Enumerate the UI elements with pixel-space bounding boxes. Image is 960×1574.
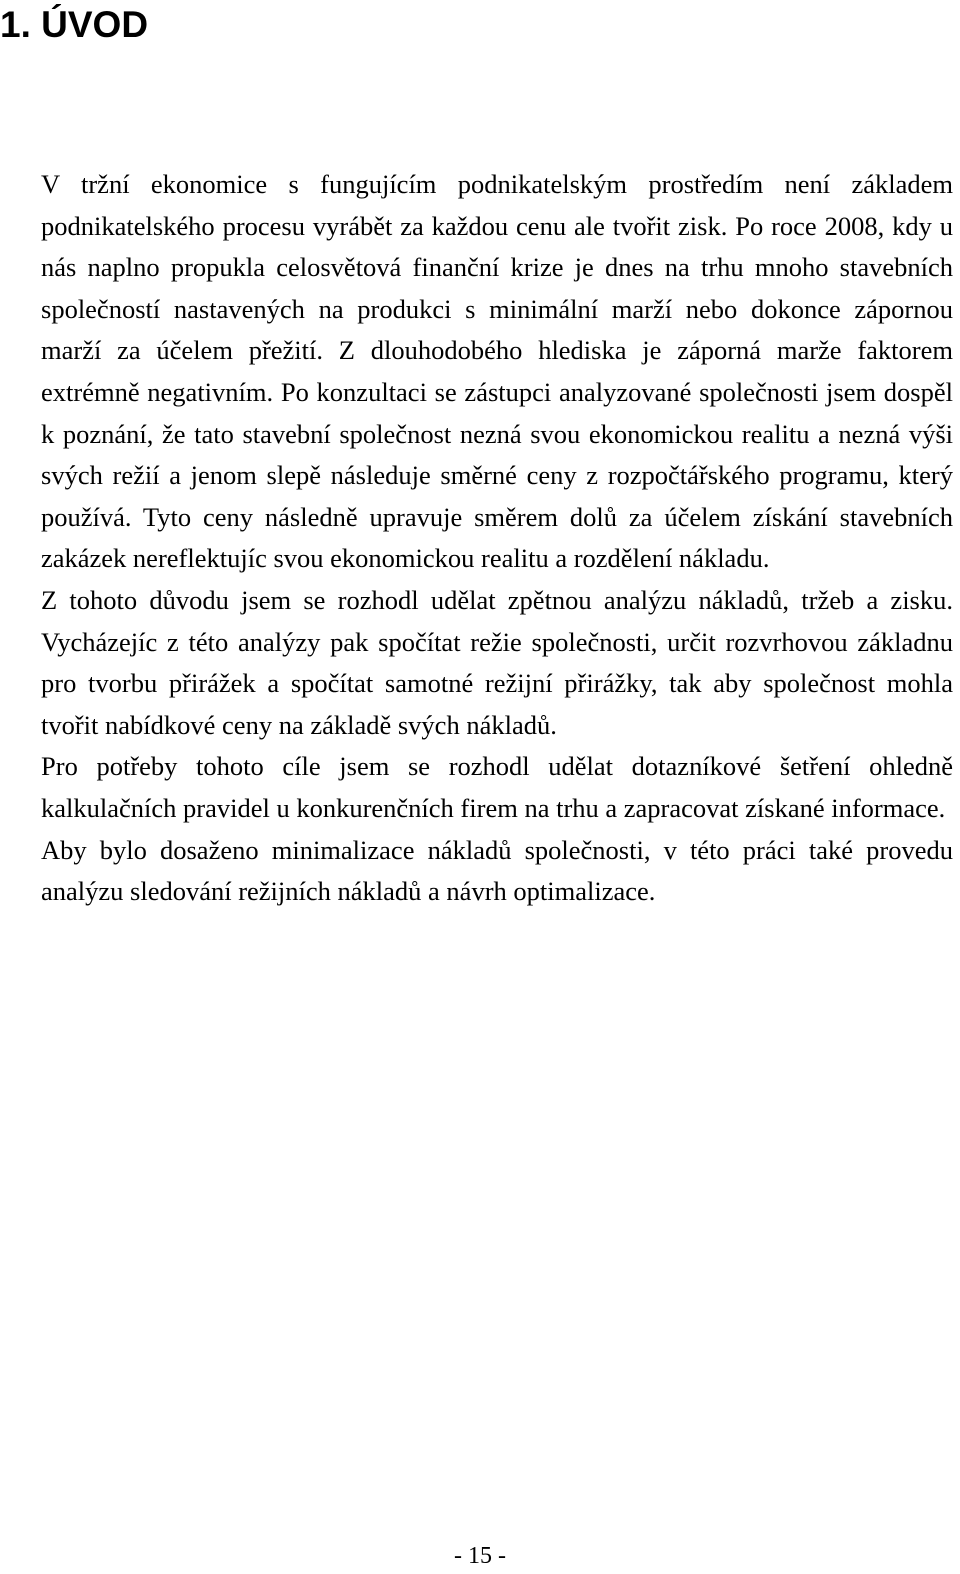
paragraph-optimization: Aby bylo dosaženo minimalizace nákladů společnosti, v této práci také provedu analýzu sledování režijních nákladů a návrh optimalizace. xyxy=(41,834,953,907)
body-text xyxy=(41,164,953,913)
chapter-heading: 1. ÚVOD xyxy=(0,4,149,45)
paragraph-intro: V tržní ekonomice s fungujícím podnikatelským prostředím není základem podnikatelského procesu vyrábět za každou cenu ale tvořit zisk. Po roce 2008, kdy u nás naplno propukla celosvětová finanční krize je dnes na trhu mnoho stavebních společností nastavených na produkci s minimální marží nebo dokonce zápornou marží za účelem přežití. Z dlouhodobého hlediska je záporná marže faktorem extrémně negativním. Po konzultaci se zástupci analyzované společnosti jsem dospěl k poznání, že tato stavební společnost nezná svou ekonomickou realitu a nezná výši svých režií a jenom slepě následuje směrné ceny z rozpočtářského programu, který používá. Tyto ceny následně upravuje směrem dolů za účelem získání stavebních zakázek nereflektujíc svou ekonomickou realitu a rozdělení nákladu. xyxy=(41,169,953,574)
paragraph-analysis-goal: Z tohoto důvodu jsem se rozhodl udělat zpětnou analýzu nákladů, tržeb a zisku. Vycházejíc z této analýzy pak spočítat režie společnosti, určit rozvrhovou základnu pro tvorbu přirážek a spočítat samotné režijní přirážky, tak aby společnost mohla tvořit nabídkové ceny na základě svých nákladů. xyxy=(41,584,953,740)
page-number: - 15 - xyxy=(454,1543,506,1569)
paragraph-questionnaire: Pro potřeby tohoto cíle jsem se rozhodl udělat dotazníkové šetření ohledně kalkulačních pravidel u konkurenčních firem na trhu a zapracovat získané informace. xyxy=(41,751,953,823)
